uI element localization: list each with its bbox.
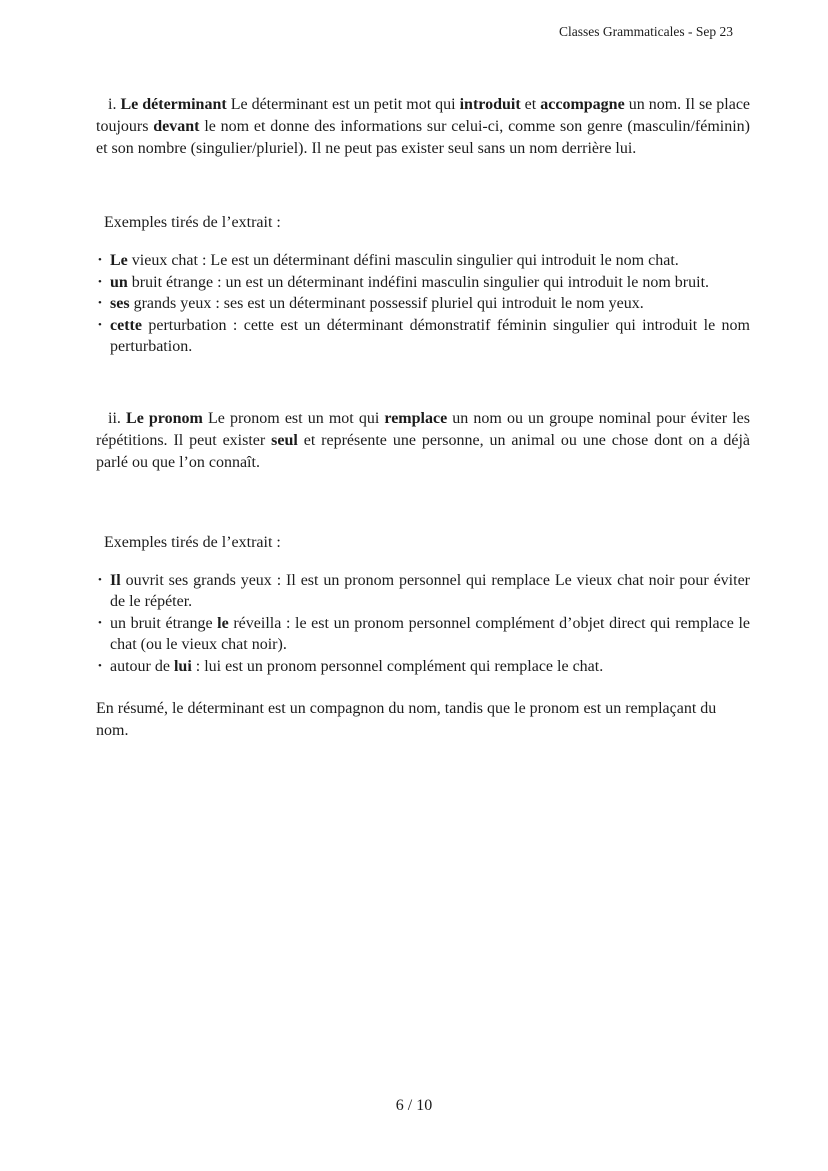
list-item — [96, 250, 750, 272]
list-item — [96, 293, 750, 315]
list-item — [96, 570, 750, 613]
list-item-text: un bruit étrange : un est un déterminant indéfini masculin singulier qui introduit le nom bruit. — [110, 273, 710, 291]
list-item-text: Il ouvrit ses grands yeux : Il est un pronom personnel qui remplace Le vieux chat noir pour éviter de le répéter. — [110, 571, 750, 610]
list-item — [96, 315, 750, 358]
list-item — [96, 656, 750, 678]
page-header: Classes Grammaticales - Sep 23 — [559, 24, 733, 39]
paragraph-determinant: i. Le déterminant Le déterminant est un petit mot qui introduit et accompagne un nom. Il se place toujours devant le nom et donne des informations sur celui-ci, comme son genre (masculin/féminin) et son nombre (singulier/pluriel). Il ne peut pas exister seul sans un nom derrière lui. — [96, 96, 751, 157]
list-item-text: cette perturbation : cette est un déterminant démonstratif féminin singulier qui introduit le nom perturbation. — [110, 316, 750, 355]
list-item-text: autour de lui : lui est un pronom personnel complément qui remplace le chat. — [110, 657, 604, 675]
list-item-text: Le vieux chat : Le est un déterminant défini masculin singulier qui introduit le nom chat. — [110, 252, 679, 269]
bullet-icon: • — [98, 254, 102, 266]
examples-label-2: Exemples tirés de l’extrait : — [104, 533, 281, 551]
bullet-icon: • — [98, 616, 102, 629]
bullet-icon: • — [98, 573, 102, 586]
list-item-text: un bruit étrange le réveilla : le est un pronom personnel complément d’objet direct qui remplace le chat (ou le vieux chat noir). — [110, 614, 750, 653]
list-item — [96, 272, 750, 294]
list-item — [96, 613, 750, 656]
bullet-icon: • — [98, 659, 102, 672]
bullet-icon: • — [98, 318, 102, 331]
bullet-icon: • — [98, 275, 102, 288]
summary-paragraph: En résumé, le déterminant est un compagnon du nom, tandis que le pronom est un remplaçant du nom. — [96, 700, 717, 739]
determinant-examples-list — [96, 250, 750, 358]
page-content — [96, 94, 750, 742]
paragraph-pronom: ii. Le pronom Le pronom est un mot qui remplace un nom ou un groupe nominal pour éviter les répétitions. Il peut exister seul et représente une personne, un animal ou une chose dont on a déjà parlé ou que l’on connaît. — [96, 409, 751, 471]
examples-label-1: Exemples tirés de l’extrait : — [104, 214, 281, 231]
page-number: 6 / 10 — [395, 1097, 433, 1114]
list-item-text: ses grands yeux : ses est un déterminant possessif pluriel qui introduit le nom yeux. — [110, 295, 644, 312]
pronom-examples-list — [96, 570, 750, 678]
bullet-icon: • — [98, 297, 102, 309]
